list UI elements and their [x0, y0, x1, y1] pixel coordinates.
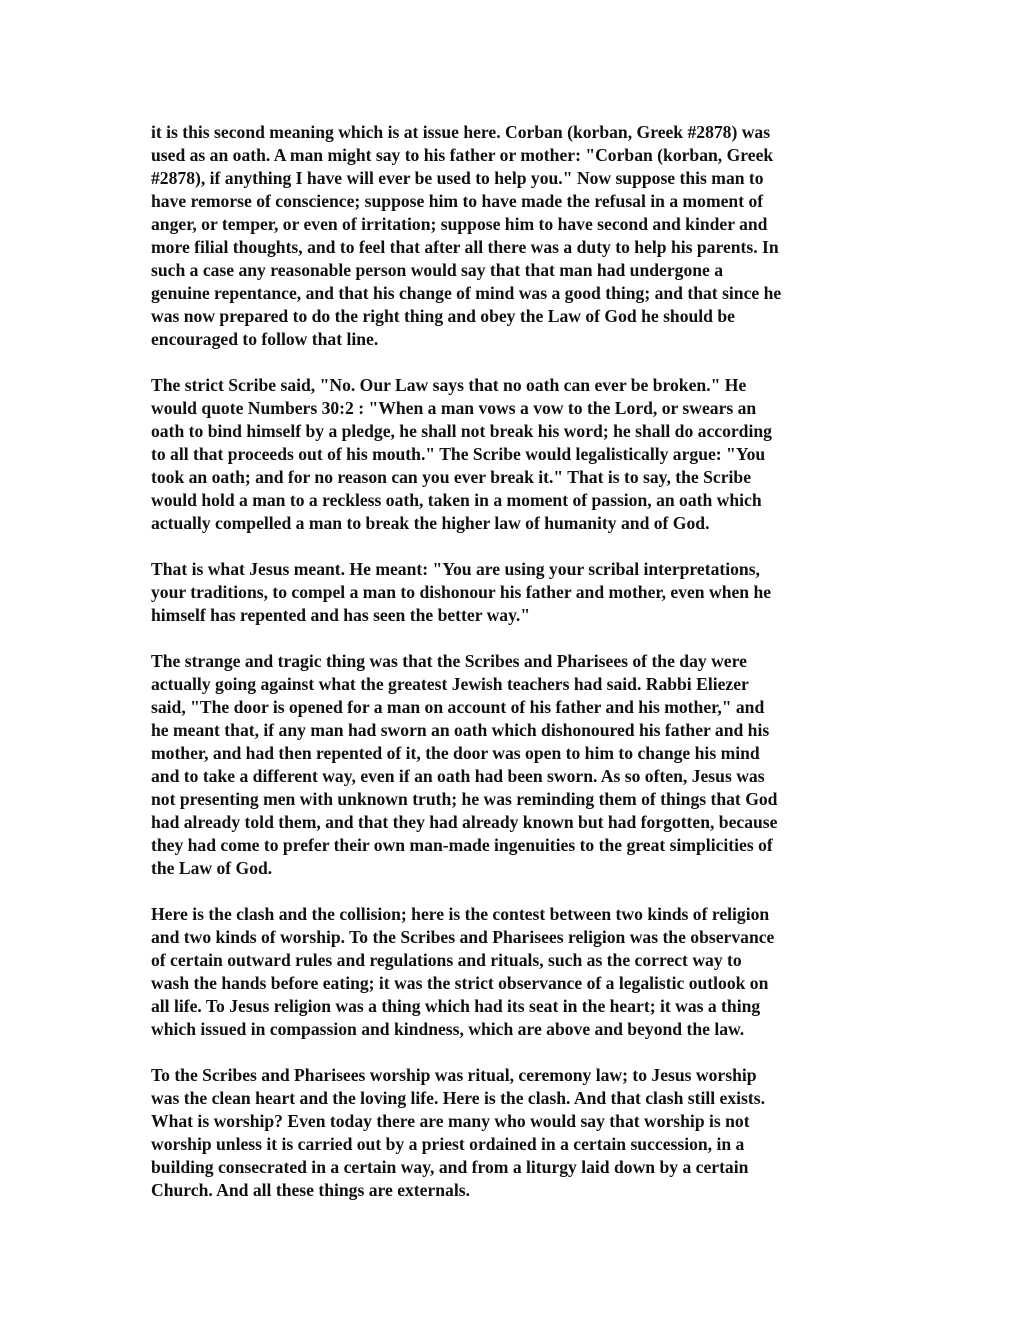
text-line: used as an oath. A man might say to his father or mother: "Corban (korban, Greek [151, 145, 774, 165]
paragraph-4 [151, 650, 873, 880]
text-line: actually going against what the greatest Jewish teachers had said. Rabbi Eliezer [151, 674, 749, 694]
text-line: said, "The door is opened for a man on account of his father and his mother," and [151, 697, 765, 717]
text-line: oath to bind himself by a pledge, he shall not break his word; he shall do according [151, 421, 772, 441]
text-line: have remorse of conscience; suppose him to have made the refusal in a moment of [151, 191, 764, 211]
text-line: was the clean heart and the loving life. Here is the clash. And that clash still exists. [151, 1088, 765, 1108]
text-line: Here is the clash and the collision; here is the contest between two kinds of religion [151, 904, 770, 924]
text-line: which issued in compassion and kindness, which are above and beyond the law. [151, 1019, 745, 1039]
text-line: would quote Numbers 30:2 : "When a man vows a vow to the Lord, or swears an [151, 398, 757, 418]
text-line: took an oath; and for no reason can you ever break it." That is to say, the Scribe [151, 467, 752, 487]
paragraph-1 [151, 121, 873, 351]
text-line: would hold a man to a reckless oath, taken in a moment of passion, an oath which [151, 490, 762, 510]
text-line: more filial thoughts, and to feel that after all there was a duty to help his parents. In [151, 237, 779, 257]
text-line: your traditions, to compel a man to dishonour his father and mother, even when he [151, 582, 772, 602]
text-line: it is this second meaning which is at issue here. Corban (korban, Greek #2878) was [151, 122, 771, 142]
text-line: The strict Scribe said, "No. Our Law says that no oath can ever be broken." He [151, 375, 747, 395]
text-line: worship unless it is carried out by a priest ordained in a certain succession, in a [151, 1134, 745, 1154]
paragraph-2 [151, 374, 873, 535]
text-line: That is what Jesus meant. He meant: "You are using your scribal interpretations, [151, 559, 760, 579]
text-line: the Law of God. [151, 858, 273, 878]
paragraph-3 [151, 558, 873, 627]
text-line: all life. To Jesus religion was a thing which had its seat in the heart; it was a thing [151, 996, 761, 1016]
paragraph-6 [151, 1064, 873, 1202]
text-line: had already told them, and that they had already known but had forgotten, because [151, 812, 778, 832]
text-line: was now prepared to do the right thing and obey the Law of God he should be [151, 306, 735, 326]
text-line: and to take a different way, even if an oath had been sworn. As so often, Jesus was [151, 766, 765, 786]
text-line: anger, or temper, or even of irritation; suppose him to have second and kinder and [151, 214, 768, 234]
text-line: and two kinds of worship. To the Scribes and Pharisees religion was the observance [151, 927, 775, 947]
document-body [151, 121, 873, 1225]
text-line: The strange and tragic thing was that the Scribes and Pharisees of the day were [151, 651, 747, 671]
text-line: actually compelled a man to break the higher law of humanity and of God. [151, 513, 710, 533]
paragraph-5 [151, 903, 873, 1041]
text-line: #2878), if anything I have will ever be used to help you." Now suppose this man to [151, 168, 764, 188]
text-line: building consecrated in a certain way, and from a liturgy laid down by a certain [151, 1157, 749, 1177]
text-line: not presenting men with unknown truth; he was reminding them of things that God [151, 789, 778, 809]
text-line: of certain outward rules and regulations and rituals, such as the correct way to [151, 950, 742, 970]
text-line: to all that proceeds out of his mouth." The Scribe would legalistically argue: "You [151, 444, 766, 464]
text-line: To the Scribes and Pharisees worship was ritual, ceremony law; to Jesus worship [151, 1065, 757, 1085]
text-line: genuine repentance, and that his change of mind was a good thing; and that since he [151, 283, 782, 303]
text-line: himself has repented and has seen the better way." [151, 605, 531, 625]
text-line: wash the hands before eating; it was the strict observance of a legalistic outlook on [151, 973, 769, 993]
text-line: encouraged to follow that line. [151, 329, 379, 349]
text-line: mother, and had then repented of it, the door was open to him to change his mind [151, 743, 760, 763]
text-line: such a case any reasonable person would say that that man had undergone a [151, 260, 724, 280]
text-line: Church. And all these things are externals. [151, 1180, 470, 1200]
text-line: they had come to prefer their own man-made ingenuities to the great simplicities of [151, 835, 773, 855]
text-line: What is worship? Even today there are many who would say that worship is not [151, 1111, 750, 1131]
text-line: he meant that, if any man had sworn an oath which dishonoured his father and his [151, 720, 770, 740]
